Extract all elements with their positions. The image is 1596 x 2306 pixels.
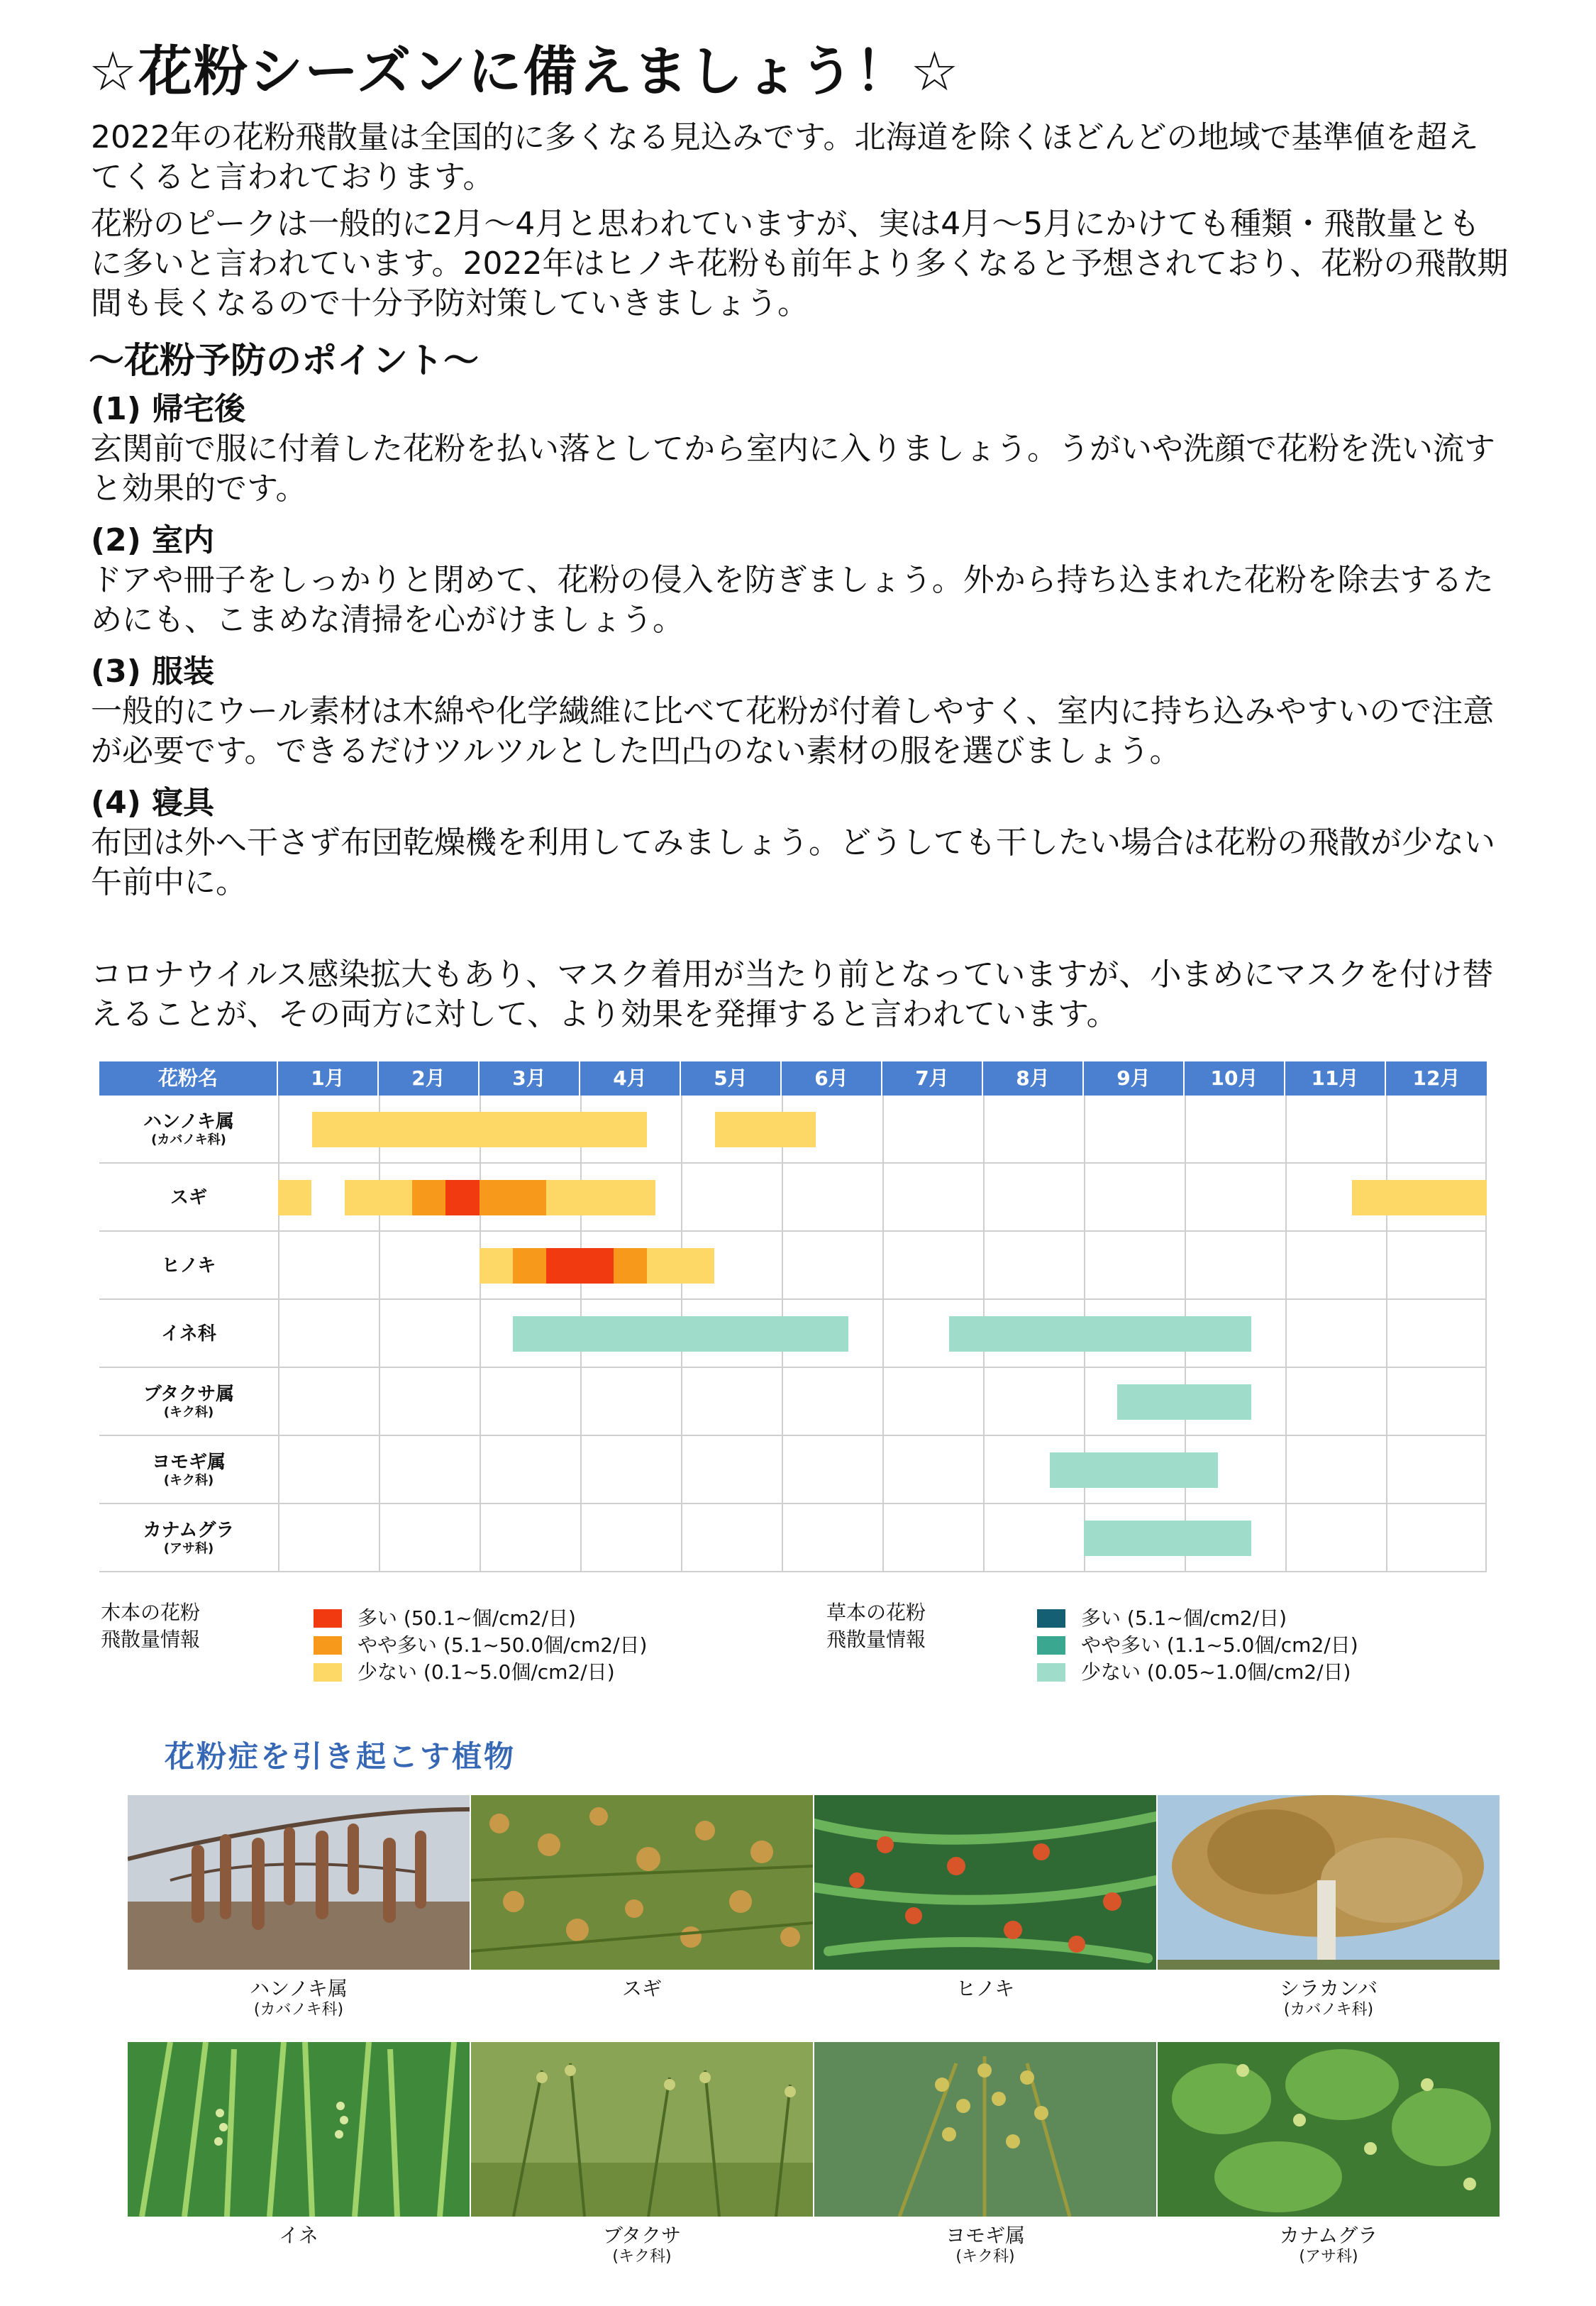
- point-2-body: ドアや冊子をしっかりと閉めて、花粉の侵入を防ぎましょう。外から持ち込まれた花粉を除去するためにも、こまめな清掃を心がけましょう。: [91, 562, 1494, 638]
- photo-birch: [1158, 1795, 1500, 1970]
- plant-name: カナムグラ: [1279, 2224, 1378, 2247]
- calendar-row-label: [99, 1096, 278, 1164]
- caption-rice: [128, 2224, 470, 2248]
- plant-family: (カバノキ科): [1283, 2001, 1374, 2019]
- pollen-name: カナムグラ: [143, 1520, 235, 1541]
- points-heading: ～花粉予防のポイント～: [89, 340, 479, 381]
- pollen-period-bar: [1084, 1521, 1251, 1556]
- legend-item: [314, 1659, 647, 1686]
- intro-paragraph-1: 2022年の花粉飛散量は全国的に多くなる見込みです。北海道を除くほどんどの地域で基準値を超えてくると言われております。: [91, 119, 1479, 195]
- pollen-period-bar: [1352, 1180, 1487, 1215]
- plant-name: ハンノキ属: [250, 1977, 348, 2000]
- plants-section-title: 花粉症を引き起こす植物: [165, 1739, 516, 1774]
- calendar-header-label: 花粉名: [99, 1061, 278, 1096]
- pollen-period-bar: [480, 1180, 546, 1215]
- legend-swatch: [1037, 1609, 1065, 1628]
- plant-family: (カバノキ科): [253, 2001, 344, 2019]
- calendar-row-label: [99, 1368, 278, 1436]
- plant-name: ヨモギ属: [945, 2224, 1025, 2247]
- month-header: 3月: [480, 1061, 580, 1096]
- photo-ragweed: [471, 2042, 813, 2217]
- calendar-gridline: [882, 1096, 884, 1572]
- caption-mugwort: [814, 2224, 1156, 2266]
- calendar-gridline: [278, 1096, 279, 1572]
- photo-alder: [128, 1795, 470, 1970]
- photo-cypress: [814, 1795, 1156, 1970]
- legend-swatch: [314, 1609, 342, 1628]
- point-4-heading: (4) 寝具: [91, 785, 215, 821]
- grass-legend-title: [826, 1599, 926, 1653]
- pollen-name: ヨモギ属: [151, 1452, 226, 1473]
- plant-name: ブタクサ: [602, 2224, 682, 2247]
- pollen-period-bar: [647, 1248, 714, 1284]
- point-2-heading: (2) 室内: [91, 522, 215, 558]
- pollen-period-bar: [949, 1316, 1251, 1352]
- point-3-body: 一般的にウール素材は木綿や化学繊維に比べて花粉が付着しやすく、室内に持ち込みやすいので注意が必要です。できるだけツルツルとした凹凸のない素材の服を選びましょう。: [91, 693, 1495, 769]
- grass-legend-title-line: 飛散量情報: [826, 1628, 926, 1651]
- pollen-period-bar: [1050, 1452, 1218, 1488]
- calendar-row: [99, 1368, 1487, 1436]
- month-header: 5月: [681, 1061, 782, 1096]
- pollen-period-bar: [513, 1316, 848, 1352]
- calendar-row-label: [99, 1504, 278, 1572]
- legend-swatch: [1037, 1663, 1065, 1682]
- pollen-period-bar: [1117, 1384, 1251, 1420]
- month-header: 8月: [983, 1061, 1084, 1096]
- plant-family: (キク科): [955, 2248, 1015, 2266]
- pollen-period-bar: [546, 1248, 614, 1284]
- caption-birch: [1158, 1977, 1500, 2019]
- point-1-body: 玄関前で服に付着した花粉を払い落としてから室内に入りましょう。うがいや洗顔で花粉を洗い流すと効果的です。: [91, 431, 1495, 507]
- legend-item: [314, 1632, 647, 1659]
- calendar-row-label: [99, 1164, 278, 1232]
- intro-paragraph-2: 花粉のピークは一般的に2月～4月と思われていますが、実は4月～5月にかけても種類・飛散量ともに多いと言われています。2022年はヒノキ花粉も前年より多くなると予想されており、花粉の飛散期間も長くなるので十分予防対策していきましょう。: [91, 206, 1509, 321]
- plant-name: ヒノキ: [955, 1977, 1015, 2000]
- month-header: 2月: [379, 1061, 480, 1096]
- photo-cedar: [471, 1795, 813, 1970]
- pollen-name: イネ科: [161, 1323, 216, 1345]
- calendar-gridline: [1386, 1096, 1387, 1572]
- legend-label: やや多い (5.1~50.0個/cm2/日): [358, 1633, 648, 1657]
- month-header: 6月: [782, 1061, 882, 1096]
- plant-name: イネ: [279, 2224, 318, 2247]
- month-header: 9月: [1084, 1061, 1185, 1096]
- pollen-period-bar: [715, 1112, 816, 1147]
- pollen-period-bar: [412, 1180, 445, 1215]
- caption-ragweed: [471, 2224, 813, 2266]
- calendar-row: [99, 1504, 1487, 1572]
- calendar-gridline: [480, 1096, 481, 1572]
- pollen-period-bar: [445, 1180, 480, 1215]
- pollen-name: ヒノキ: [161, 1255, 216, 1276]
- legend-label: 少ない (0.05~1.0個/cm2/日): [1081, 1660, 1351, 1684]
- legend-label: 多い (50.1~個/cm2/日): [358, 1606, 576, 1630]
- month-header: 4月: [580, 1061, 681, 1096]
- caption-japanese-hop: [1158, 2224, 1500, 2266]
- calendar-row: [99, 1232, 1487, 1300]
- plant-family: (アサ科): [1299, 2248, 1358, 2266]
- point-4-body: 布団は外へ干さず布団乾燥機を利用してみましょう。どうしても干したい場合は花粉の飛散が少ない午前中に。: [91, 824, 1495, 900]
- grass-legend: [1037, 1605, 1358, 1686]
- pollen-family: (キク科): [163, 1405, 214, 1420]
- pollen-name: スギ: [170, 1187, 207, 1208]
- month-header: 12月: [1412, 1066, 1461, 1090]
- pollen-family: (キク科): [163, 1473, 214, 1488]
- tree-legend-title: [101, 1599, 200, 1653]
- pollen-name: ハンノキ属: [143, 1111, 234, 1132]
- calendar-gridline: [1485, 1096, 1487, 1572]
- calendar-header: [99, 1061, 1487, 1096]
- calendar-grid: [99, 1096, 1487, 1572]
- calendar-row-label: [99, 1300, 278, 1368]
- pollen-family: (カバノキ科): [151, 1132, 226, 1147]
- plant-family: (キク科): [612, 2248, 672, 2266]
- pollen-period-bar: [312, 1112, 646, 1147]
- pollen-period-bar: [480, 1248, 513, 1284]
- tree-legend-title-line: 飛散量情報: [101, 1628, 201, 1651]
- plant-name: シラカンバ: [1279, 1977, 1378, 2000]
- caption-cedar: [471, 1977, 813, 2001]
- calendar-gridline: [379, 1096, 380, 1572]
- calendar-row-label: [99, 1232, 278, 1300]
- month-header: 7月: [882, 1061, 983, 1096]
- month-header: 1月: [278, 1061, 379, 1096]
- calendar-gridline: [1285, 1096, 1287, 1572]
- legend-label: 多い (5.1~個/cm2/日): [1081, 1606, 1287, 1630]
- page-title: ☆花粉シーズンに備えましょう！☆: [89, 40, 960, 103]
- legend-swatch: [314, 1636, 342, 1655]
- grass-legend-title-line: 草本の花粉: [826, 1601, 926, 1624]
- pollen-period-bar: [513, 1248, 546, 1284]
- pollen-name: ブタクサ属: [143, 1384, 235, 1405]
- legend-item: [1037, 1632, 1358, 1659]
- pollen-period-bar: [546, 1180, 656, 1215]
- calendar-row: [99, 1436, 1487, 1504]
- legend-item: [1037, 1659, 1358, 1686]
- legend-swatch: [314, 1663, 342, 1682]
- legend-label: やや多い (1.1~5.0個/cm2/日): [1081, 1633, 1358, 1657]
- tree-legend-title-line: 木本の花粉: [101, 1601, 201, 1624]
- caption-cypress: [814, 1977, 1156, 2001]
- photo-japanese-hop: [1158, 2042, 1500, 2217]
- photo-mugwort: [814, 2042, 1156, 2217]
- point-3-heading: (3) 服装: [91, 653, 215, 690]
- pollen-calendar: [99, 1061, 1487, 1572]
- legend-item: [314, 1605, 647, 1632]
- pollen-period-bar: [345, 1180, 412, 1215]
- photo-rice: [128, 2042, 470, 2217]
- pollen-family: (アサ科): [163, 1541, 214, 1556]
- calendar-row-label: [99, 1436, 278, 1504]
- legend-item: [1037, 1605, 1358, 1632]
- legend-label: 少ない (0.1~5.0個/cm2/日): [358, 1660, 615, 1684]
- caption-alder: [128, 1977, 470, 2019]
- month-header: 10月: [1185, 1061, 1285, 1096]
- legend-swatch: [1037, 1636, 1065, 1655]
- month-header: 11月: [1285, 1061, 1386, 1096]
- point-1-heading: (1) 帰宅後: [91, 391, 246, 427]
- plant-name: スギ: [621, 1977, 662, 2000]
- pollen-period-bar: [278, 1180, 311, 1215]
- corona-note: コロナウイルス感染拡大もあり、マスク着用が当たり前となっていますが、小まめにマスクを付け替えることが、その両方に対して、より効果を発揮すると言われています。: [91, 956, 1494, 1032]
- pollen-period-bar: [614, 1248, 647, 1284]
- tree-legend: [314, 1605, 647, 1686]
